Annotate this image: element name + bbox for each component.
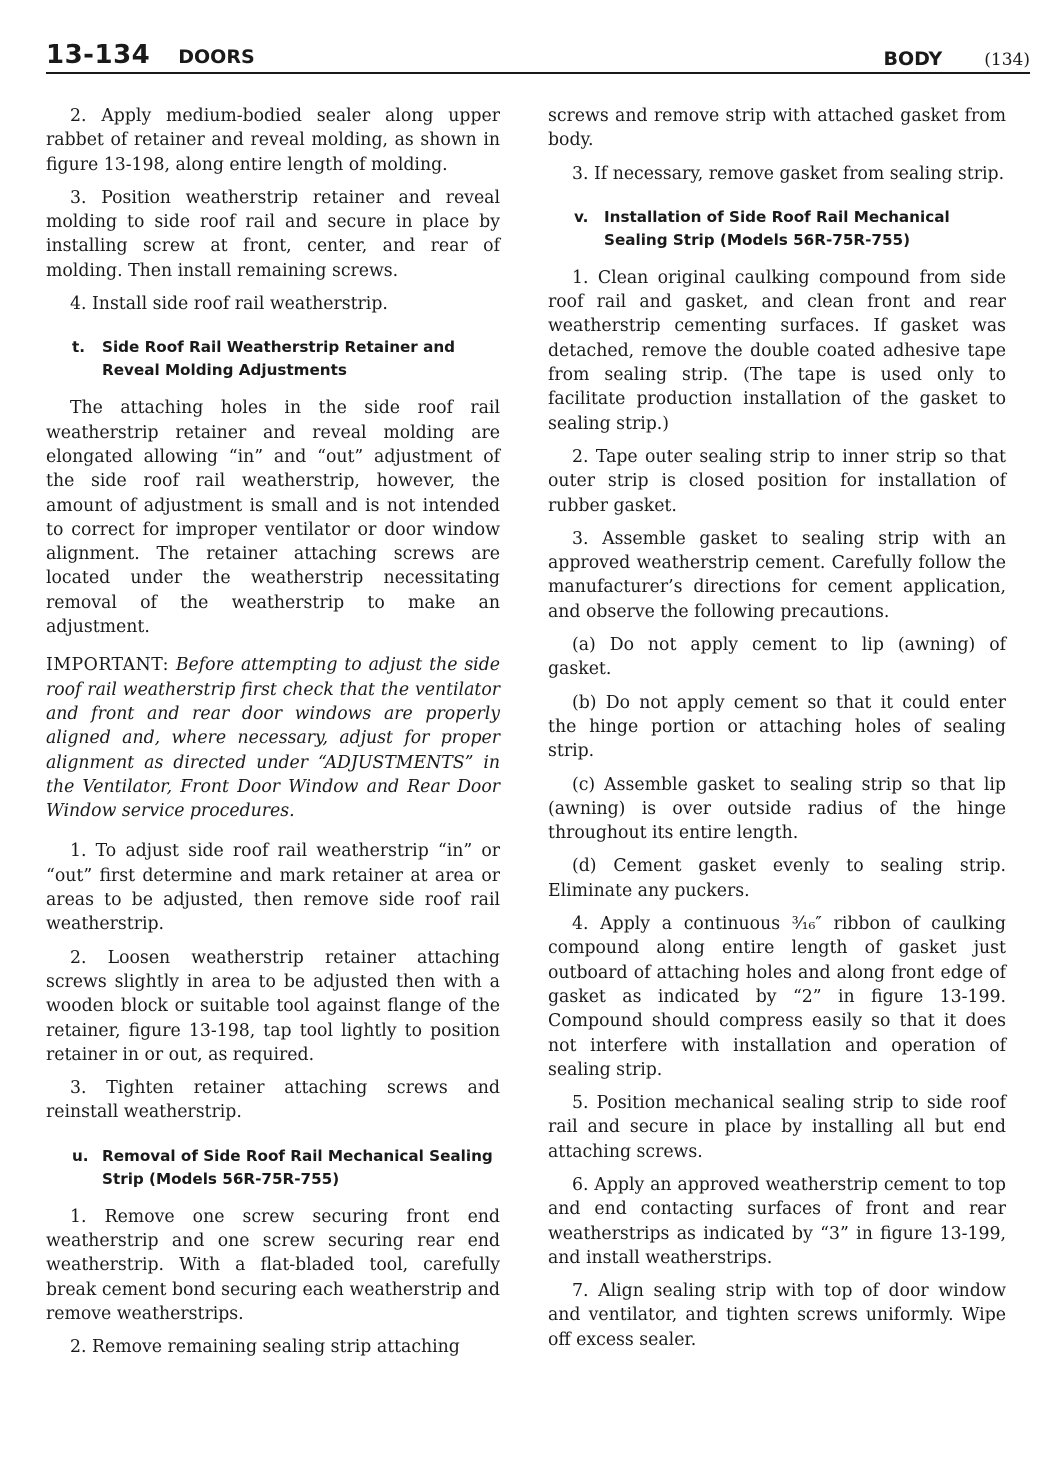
paragraph-install-step-3c: (c) Assemble gasket to sealing strip so that lip (awning) is over outside radius of the hinge throughout its entire length. [548, 774, 1006, 844]
paragraph-install-step-3d: (d) Cement gasket evenly to sealing strip. Eliminate any puckers. [548, 856, 1006, 901]
paragraph-removal-step-2: 2. Remove remaining sealing strip attaching [70, 1337, 460, 1358]
paragraph-adjust-step-3: 3. Tighten retainer attaching screws and reinstall weatherstrip. [46, 1078, 500, 1123]
section-letter: t. [72, 338, 86, 357]
paragraph-step-4: 4. Install side roof rail weatherstrip. [70, 294, 388, 315]
important-note [46, 653, 500, 823]
paragraph-install-step-4: 4. Apply a continuous ³⁄₁₆″ ribbon of caulking compound along entire length of gasket just outboard of attaching holes and along front edge of gasket as indicated by “2” in figure 13-199. Compound should compress easily so that it does not interfere with installation and operation of sealing strip. [548, 914, 1006, 1080]
paragraph-adjust-step-2: 2. Loosen weatherstrip retainer attaching screws slightly in area to be adjusted then with a wooden block or suitable tool against flange of the retainer, figure 13-198, tap tool lightly to position retainer in or out, as required. [46, 947, 500, 1065]
section-heading-v [548, 206, 1006, 252]
paragraph-install-step-3a: (a) Do not apply cement to lip (awning) of gasket. [548, 635, 1006, 680]
section-title: BODY [883, 48, 943, 70]
paragraph-install-step-1: 1. Clean original caulking compound from side roof rail and gasket, and clean front and rear weatherstrip cementing surfaces. If gasket was detached, remove the double coated adhesive tape from sealing strip. (The tape is used only to facilitate production installation of the gasket to sealing strip.) [548, 267, 1006, 434]
paragraph-step-2: 2. Apply medium-bodied sealer along upper rabbet of retainer and reveal molding, as shown in figure 13-198, along entire length of molding. [46, 106, 500, 175]
paragraph-install-step-5: 5. Position mechanical sealing strip to side roof rail and secure in place by installing all but end attaching screws. [548, 1093, 1006, 1162]
page-header [46, 28, 1030, 74]
right-column [548, 104, 1006, 1361]
paragraph-install-step-3: 3. Assemble gasket to sealing strip with an approved weatherstrip cement. Carefully follow the manufacturer’s directions for cement application, and observe the following precautions. [548, 528, 1006, 622]
section-title: Installation of Side Roof Rail Mechanical Sealing Strip (Models 56R-75R-755) [604, 207, 950, 249]
paragraph-removal-continued: screws and remove strip with attached gasket from body. [548, 106, 1006, 151]
important-text: Before attempting to adjust the side roof rail weatherstrip first check that the ventilator and front and rear door windows are properly aligned and, where necessary, adjust for proper alignment as directed under “ADJUSTMENTS” in the Ventilator, Front Door Window and Rear Door Window service procedures. [46, 655, 500, 822]
section-title: Side Roof Rail Weatherstrip Retainer and Reveal Molding Adjustments [102, 338, 456, 380]
paragraph-install-step-7: 7. Align sealing strip with top of door window and ventilator, and tighten screws uniformly. Wipe off excess sealer. [548, 1281, 1006, 1350]
paragraph-removal-step-1: 1. Remove one screw securing front end weatherstrip and one screw securing rear end weatherstrip. With a flat-bladed tool, carefully break cement bond securing each weatherstrip and remove weatherstrips. [46, 1206, 500, 1324]
section-heading-u [46, 1145, 500, 1191]
paragraph-install-step-2: 2. Tape outer sealing strip to inner strip so that outer strip is closed position for installation of rubber gasket. [548, 446, 1006, 516]
header-left [46, 40, 255, 70]
section-title: Removal of Side Roof Rail Mechanical Sealing Strip (Models 56R-75R-755) [102, 1146, 493, 1188]
left-column [46, 104, 500, 1368]
important-label: IMPORTANT: [46, 655, 169, 676]
page-index: (134) [984, 50, 1030, 70]
header-right [884, 48, 1031, 70]
page-number: 13-134 [46, 40, 151, 70]
paragraph-removal-step-3: 3. If necessary, remove gasket from sealing strip. [572, 163, 1005, 184]
paragraph-install-step-6: 6. Apply an approved weatherstrip cement to top and end contacting surfaces of front and rear weatherstrips as indicated by “3” in figure 13-199, and install weatherstrips. [548, 1174, 1006, 1268]
paragraph-adjust-step-1: 1. To adjust side roof rail weatherstrip “in” or “out” first determine and mark retainer at area or areas to be adjusted, then remove side roof rail weatherstrip. [46, 841, 500, 935]
section-letter: u. [72, 1146, 89, 1165]
section-heading-t [46, 336, 500, 382]
section-letter: v. [574, 207, 589, 226]
paragraph-install-step-3b: (b) Do not apply cement so that it could enter the hinge portion or attaching holes of sealing strip. [548, 692, 1006, 762]
paragraph-adjustment-intro: The attaching holes in the side roof rail weatherstrip retainer and reveal molding are elongated allowing “in” and “out” adjustment of the side roof rail weatherstrip, however, the amount of adjustment is small and is not intended to correct for improper ventilator or door window alignment. The retainer attaching screws are located under the weatherstrip necessitating removal of the weatherstrip to make an adjustment. [46, 398, 500, 638]
paragraph-step-3: 3. Position weatherstrip retainer and reveal molding to side roof rail and secure in place by installing screw at front, center, and rear of molding. Then install remaining screws. [46, 187, 500, 281]
chapter-title: DOORS [178, 46, 255, 68]
